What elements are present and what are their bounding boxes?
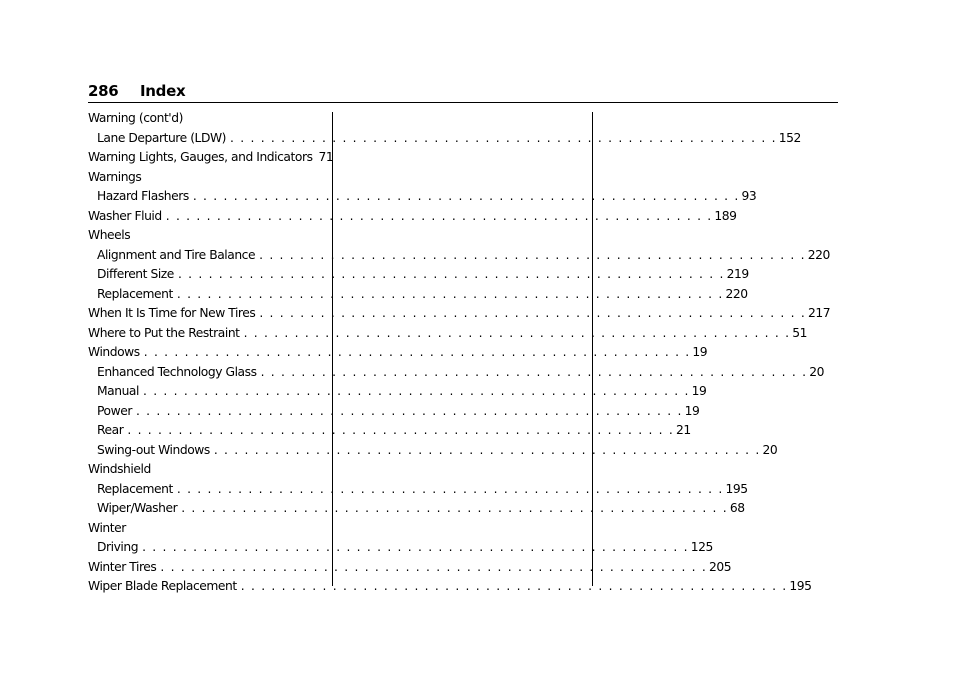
index-subentry	[88, 481, 748, 502]
entry-label: Replacement	[97, 286, 173, 301]
entry-page-number: 189	[714, 208, 737, 223]
index-subentry	[88, 384, 707, 404]
dot-leader: . . . . . . . . . . . . . . . . . . . . . . . . . . . . . . . . . . . . . . . . . . . . . . . . . . . . . .	[142, 540, 689, 554]
entry-page-number: 195	[789, 579, 812, 593]
index-entry	[88, 306, 831, 326]
entry-page-number: 220	[725, 286, 748, 301]
index-entry	[88, 208, 737, 229]
entry-label: Different Size	[97, 267, 174, 281]
entry-page-number: 71	[318, 150, 334, 164]
entry-page-number: 19	[684, 403, 700, 418]
index-subentry	[88, 423, 691, 443]
entry-page-number: 217	[807, 306, 831, 320]
index-entry	[88, 228, 320, 248]
entry-page-number: 51	[792, 325, 807, 340]
entry-label: Winter Tires	[88, 559, 157, 574]
entry-label: Where to Put the Restraint	[88, 325, 240, 340]
entry-label: Wiper Blade Replacement	[88, 579, 237, 593]
index-entry	[88, 170, 320, 190]
entry-label: Power	[97, 403, 132, 418]
index-subentry	[88, 130, 801, 151]
dot-leader: . . . . . . . . . . . . . . . . . . . . . . . . . . . . . . . . . . . . . . . . . . . . . . . . . . . . . .	[176, 286, 724, 301]
dot-leader: . . . . . . . . . . . . . . . . . . . . . . . . . . . . . . . . . . . . . . . . . . . . . . . . . . . . . .	[192, 189, 740, 203]
dot-leader: . . . . . . . . . . . . . . . . . . . . . . . . . . . . . . . . . . . . . . . . . . . . . . . . . . . . . .	[240, 579, 788, 593]
dot-leader: . . . . . . . . . . . . . . . . . . . . . . . . . . . . . . . . . . . . . . . . . . . . . . . . . . . . . .	[259, 247, 806, 262]
page-number: 286	[88, 82, 119, 100]
entry-label: Warning Lights, Gauges, and Indicators	[88, 150, 313, 164]
section-title: Index	[140, 82, 186, 100]
entry-label: When It Is Time for New Tires	[88, 306, 256, 320]
dot-leader: . . . . . . . . . . . . . . . . . . . . . . . . . . . . . . . . . . . . . . . . . . . . . . . . . . . . . .	[176, 481, 724, 496]
entry-page-number: 220	[807, 247, 830, 262]
dot-leader: . . . . . . . . . . . . . . . . . . . . . . . . . . . . . . . . . . . . . . . . . . . . . . . . . . . . . .	[181, 501, 728, 515]
entry-label: Replacement	[97, 481, 173, 496]
dot-leader: . . . . . . . . . . . . . . . . . . . . . . . . . . . . . . . . . . . . . . . . . . . . . . . . . . . . . .	[165, 208, 713, 223]
entry-label: Manual	[97, 384, 139, 398]
dot-leader: . . . . . . . . . . . . . . . . . . . . . . . . . . . . . . . . . . . . . . . . . . . . . . . . . . . . . .	[243, 325, 791, 340]
entry-label: Driving	[97, 540, 139, 554]
entry-page-number: 93	[741, 189, 757, 203]
entry-page-number: 20	[809, 364, 824, 379]
index-subentry	[88, 286, 748, 307]
dot-leader: . . . . . . . . . . . . . . . . . . . . . . . . . . . . . . . . . . . . . . . . . . . . . . . . . . . . . .	[127, 423, 675, 437]
dot-leader: . . . . . . . . . . . . . . . . . . . . . . . . . . . . . . . . . . . . . . . . . . . . . . . . . . . . . .	[230, 130, 777, 145]
entry-label: Alignment and Tire Balance	[97, 247, 256, 262]
dot-leader: . . . . . . . . . . . . . . . . . . . . . . . . . . . . . . . . . . . . . . . . . . . . . . . . . . . . . .	[259, 306, 806, 320]
index-entry	[88, 579, 812, 599]
index-subentry	[88, 540, 713, 560]
index-column	[88, 111, 831, 599]
index-subentry	[88, 403, 700, 424]
entry-label: Washer Fluid	[88, 208, 162, 223]
entry-label: Enhanced Technology Glass	[97, 364, 257, 379]
dot-leader: . . . . . . . . . . . . . . . . . . . . . . . . . . . . . . . . . . . . . . . . . . . . . . . . . . . . . .	[213, 442, 761, 457]
entry-label: Rear	[97, 423, 124, 437]
page-header	[88, 82, 838, 103]
entry-label: Wheels	[88, 228, 131, 242]
entry-label: Warnings	[88, 169, 142, 184]
entry-page-number: 20	[762, 442, 778, 457]
index-entry	[88, 111, 320, 131]
entry-page-number: 195	[725, 481, 748, 496]
index-entry	[88, 345, 708, 365]
index-entry	[88, 462, 320, 482]
index-subentry	[88, 267, 749, 287]
entry-page-number: 68	[729, 501, 745, 515]
index-subentry	[88, 364, 824, 385]
entry-page-number: 219	[726, 267, 749, 281]
entry-page-number: 21	[676, 423, 691, 437]
index-entry	[88, 325, 807, 346]
entry-label: Winter	[88, 520, 126, 535]
index-subentry	[88, 442, 778, 463]
index-entry	[88, 559, 732, 580]
entry-page-number: 125	[690, 540, 713, 554]
index-subentry	[88, 247, 830, 268]
index-subentry	[88, 501, 745, 521]
dot-leader: . . . . . . . . . . . . . . . . . . . . . . . . . . . . . . . . . . . . . . . . . . . . . . . . . . . . . .	[142, 384, 690, 398]
entry-label: Lane Departure (LDW)	[97, 130, 227, 145]
index-subentry	[88, 189, 757, 209]
entry-label: Swing-out Windows	[97, 442, 210, 457]
dot-leader: . . . . . . . . . . . . . . . . . . . . . . . . . . . . . . . . . . . . . . . . . . . . . . . . . . . . . .	[160, 559, 708, 574]
entry-label: Wiper/Washer	[97, 501, 178, 515]
entry-page-number: 152	[778, 130, 801, 145]
entry-page-number: 19	[692, 345, 708, 359]
dot-leader: . . . . . . . . . . . . . . . . . . . . . . . . . . . . . . . . . . . . . . . . . . . . . . . . . . . . . .	[177, 267, 725, 281]
entry-page-number: 205	[709, 559, 732, 574]
entry-label: Windshield	[88, 462, 151, 476]
dot-leader: . . . . . . . . . . . . . . . . . . . . . . . . . . . . . . . . . . . . . . . . . . . . . . . . . . . . . .	[260, 364, 808, 379]
entry-label: Hazard Flashers	[97, 189, 189, 203]
entry-label: Windows	[88, 345, 140, 359]
entry-page-number: 19	[691, 384, 707, 398]
index-entry	[88, 521, 320, 541]
dot-leader: . . . . . . . . . . . . . . . . . . . . . . . . . . . . . . . . . . . . . . . . . . . . . . . . . . . . . .	[143, 345, 691, 359]
index-entry	[88, 150, 334, 170]
entry-label: Warning (cont'd)	[88, 111, 183, 125]
dot-leader: . . . . . . . . . . . . . . . . . . . . . . . . . . . . . . . . . . . . . . . . . . . . . . . . . . . . . .	[135, 403, 683, 418]
